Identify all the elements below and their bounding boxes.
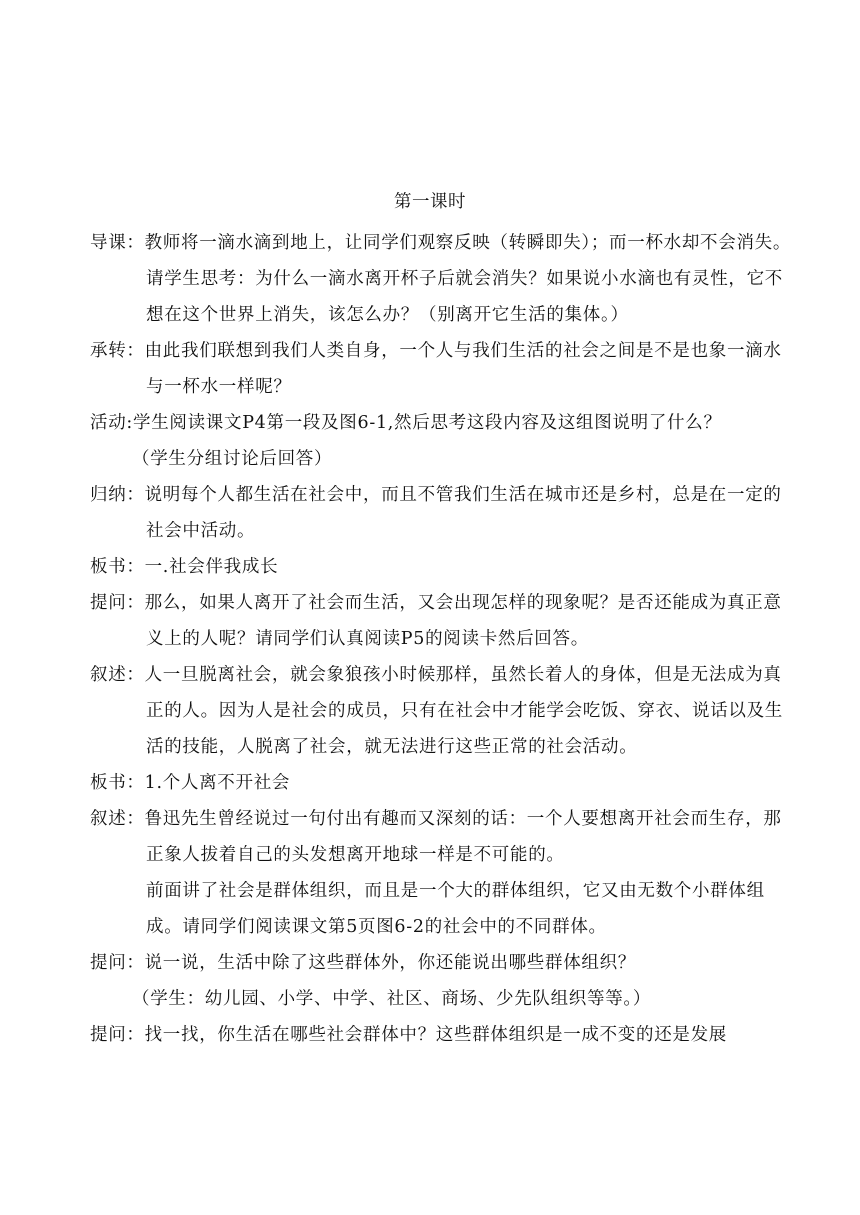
paragraph-narration-2-cont [90,873,792,945]
paragraph-text: 说一说，生活中除了这些群体外，你还能说出哪些群体组织？ [144,953,637,973]
paragraph-activity [90,405,792,441]
paragraph-text: 学生阅读课文P4第一段及图6-1,然后思考这段内容及这组图说明了什么？ [133,413,722,433]
paragraph-text: 1.个人离不开社会 [144,773,291,793]
lesson-content [90,225,792,1053]
paragraph-label: 承转： [90,341,145,361]
paragraph-text: 前面讲了社会是群体组织，而且是一个大的群体组织，它又由无数个小群体组成。请同学们阅读课文第5页图6-2的社会中的不同群体。 [146,881,765,937]
lesson-title: 第一课时 [394,192,466,212]
paragraph-text: 找一找，你生活在哪些社会群体中？这些群体组织是一成不变的还是发展 [144,1025,728,1045]
paragraph-text: 人一旦脱离社会，就会象狼孩小时候那样，虽然长着人的身体，但是无法成为真正的人。因为人是社会的成员，只有在社会中才能学会吃饭、穿衣、说话以及生活的技能，人脱离了社会，就无法进行这些正常的社会活动。 [144,665,783,757]
paragraph-summary [90,477,792,549]
paragraph-text: 由此我们联想到我们人类自身，一个人与我们生活的社会之间是不是也象一滴水与一杯水一样呢？ [144,341,782,397]
paragraph-activity-note [90,441,792,477]
paragraph-question-3 [90,1017,792,1053]
paragraph-text: 鲁迅先生曾经说过一句付出有趣而又深刻的话：一个人要想离开社会而生存，那正象人拔着自己的头发想离开地球一样是不可能的。 [144,809,782,865]
paragraph-label: 板书： [90,773,145,793]
paragraph-narration-2 [90,801,792,873]
paragraph-label: 提问： [90,593,145,613]
paragraph-question-2-answer [90,981,792,1017]
paragraph-label: 归纳： [90,485,145,505]
paragraph-text: 教师将一滴水滴到地上，让同学们观察反映（转瞬即失）；而一杯水却不会消失。请学生思考：为什么一滴水离开杯子后就会消失？如果说小水滴也有灵性，它不想在这个世界上消失，该怎么办？（别离开它生活的集体。） [144,233,792,325]
paragraph-board-2 [90,765,792,801]
paragraph-question-2 [90,945,792,981]
paragraph-transition [90,333,792,405]
paragraph-text: 那么，如果人离开了社会而生活，又会出现怎样的现象呢？是否还能成为真正意义上的人呢？请同学们认真阅读P5的阅读卡然后回答。 [144,593,782,649]
paragraph-label: 叙述： [90,665,145,685]
paragraph-label: 提问： [90,1025,145,1045]
paragraph-question-1 [90,585,792,657]
paragraph-narration-1 [90,657,792,765]
paragraph-intro [90,225,792,333]
paragraph-label: 活动: [90,413,133,433]
paragraph-text: （学生：幼儿园、小学、中学、社区、商场、少先队组织等等。） [132,989,652,1009]
paragraph-text: 一.社会伴我成长 [144,557,279,577]
paragraph-label: 叙述： [90,809,145,829]
paragraph-board-1 [90,549,792,585]
paragraph-label: 导课： [90,233,145,253]
paragraph-text: （学生分组讨论后回答） [132,449,333,469]
paragraph-label: 提问： [90,953,145,973]
paragraph-text: 说明每个人都生活在社会中，而且不管我们生活在城市还是乡村，总是在一定的社会中活动。 [144,485,782,541]
paragraph-label: 板书： [90,557,145,577]
